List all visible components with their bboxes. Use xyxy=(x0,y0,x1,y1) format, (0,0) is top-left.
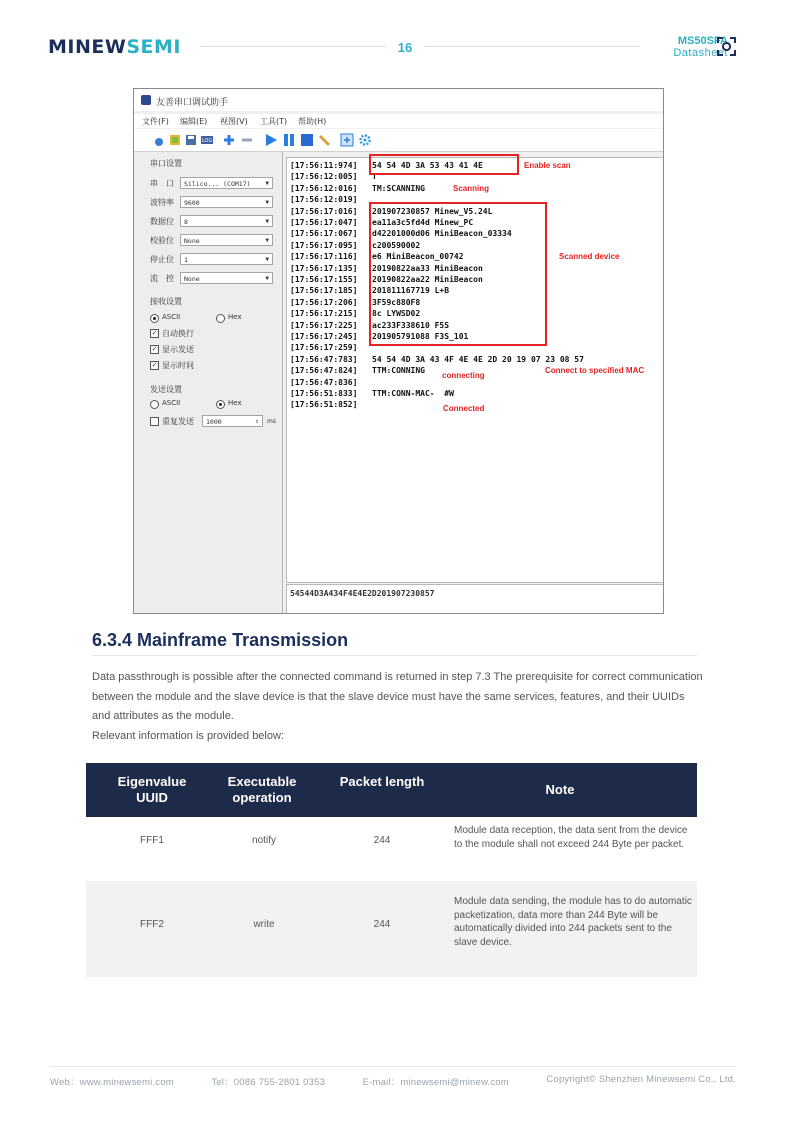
log-row: [17:56:17:016] 201907230857 Minew_V5.24L xyxy=(290,206,493,216)
log-row: [17:56:17:225] ac233F338610 F5S xyxy=(290,320,450,330)
send-settings-label: 发送设置 xyxy=(150,385,182,394)
baud-label: 波特率 xyxy=(150,198,174,207)
menu-view[interactable]: 视图(V) xyxy=(220,117,248,126)
recv-hex-label: Hex xyxy=(228,313,242,321)
parity-label: 校验位 xyxy=(150,236,174,245)
receive-settings-label: 接收设置 xyxy=(150,297,182,306)
annotation-connected: Connected xyxy=(443,404,485,413)
cell-operation: write xyxy=(253,919,275,930)
header-rule-left xyxy=(200,46,386,47)
serial-settings-label: 串口设置 xyxy=(150,159,182,168)
log-row: [17:56:12:005] T xyxy=(290,172,377,182)
send-ascii-label: ASCII xyxy=(162,399,181,407)
log-row: [17:56:51:852] xyxy=(290,400,358,410)
footer-email: E-mail：minewsemi@minew.com xyxy=(362,1077,509,1088)
section-title: 6.3.4 Mainframe Transmission xyxy=(92,630,349,650)
show-send-checkbox[interactable]: ✓ xyxy=(151,345,158,353)
table-header xyxy=(86,763,697,817)
log-row: [17:56:17:067] d42201000d06 MiniBeacon_03334 xyxy=(290,229,512,239)
header-length: Packet length xyxy=(339,774,425,789)
recv-ascii-radio[interactable] xyxy=(150,314,159,323)
serial-tool-screenshot xyxy=(133,88,664,614)
header-note: Note xyxy=(545,782,575,797)
repeat-send-checkbox[interactable] xyxy=(150,417,159,426)
paragraph-relevant: Relevant information is provided below: xyxy=(92,729,284,742)
chevron-down-icon: ▼ xyxy=(265,275,269,282)
doc-type: Datasheet xyxy=(673,47,728,59)
repeat-interval-input[interactable]: 1000 ⇕ xyxy=(202,415,263,427)
port-select[interactable]: Silico... (COM17) ▼ xyxy=(180,177,273,189)
window-icon[interactable] xyxy=(340,133,354,147)
log-row: [17:56:17:135] 20190822aa33 MiniBeacon xyxy=(290,263,483,273)
section-body xyxy=(92,668,704,746)
chevron-down-icon: ▼ xyxy=(265,237,269,244)
send-input[interactable] xyxy=(286,584,664,614)
paragraph-main: Data passthrough is possible after the connected command is returned in step 7.3 The prerequisite for correct communication between the module and the slave device is that the slave device must have the same services, features, and their UUIDs and attributes as the module. xyxy=(92,671,703,722)
save-icon[interactable] xyxy=(184,133,198,147)
footer-tel: Tel：0086 755-2801 0353 xyxy=(211,1077,326,1088)
cell-length: 244 xyxy=(373,835,391,846)
company-logo: MINEWSEMI xyxy=(48,36,181,58)
page-number: 16 xyxy=(397,40,413,55)
header-operation: Executable operation xyxy=(227,774,297,805)
log-row: [17:56:17:215] 8c LYWSD02 xyxy=(290,309,421,319)
svg-text:LOG: LOG xyxy=(201,138,213,144)
open-icon[interactable] xyxy=(168,133,182,147)
menu-tools[interactable]: 工具(T) xyxy=(260,117,288,126)
window-titlebar xyxy=(134,89,663,111)
log-row: [17:56:12:019] xyxy=(290,195,358,205)
menu-file[interactable]: 文件(F) xyxy=(142,117,169,126)
menu-help[interactable]: 帮助(H) xyxy=(298,117,327,126)
receive-log[interactable] xyxy=(286,157,664,583)
show-send-label: 显示发送 xyxy=(162,345,194,354)
model-name: MS50SFA xyxy=(677,35,728,47)
chevron-down-icon: ▼ xyxy=(265,180,269,187)
repeat-send-label: 重复发送 xyxy=(162,417,194,426)
app-icon xyxy=(141,95,151,105)
cell-uuid: FFF2 xyxy=(140,919,164,930)
log-row: [17:56:17:245] 201905791088 F3S_101 xyxy=(290,332,469,341)
databits-label: 数据位 xyxy=(150,217,174,226)
log-row: [17:56:47:783] 54 54 4D 3A 43 4F 4E 4E 2D 20 19 07 23 08 57 xyxy=(290,354,584,364)
section-divider xyxy=(92,655,697,656)
flow-label: 流 控 xyxy=(150,274,174,283)
annotation-scanning: Scanning xyxy=(453,184,490,193)
parity-select[interactable]: None ▼ xyxy=(180,234,273,246)
flow-select[interactable]: None ▼ xyxy=(180,272,273,284)
stopbits-select[interactable]: 1 ▼ xyxy=(180,253,273,265)
new-icon[interactable] xyxy=(152,133,166,147)
repeat-unit-label: ms xyxy=(267,418,276,425)
send-input-value: 54544D3A434F4E4E2D201907230857 xyxy=(290,589,435,598)
footer-web: Web：www.minewsemi.com xyxy=(50,1077,174,1088)
send-ascii-radio[interactable] xyxy=(150,400,159,409)
recv-ascii-label: ASCII xyxy=(162,313,181,321)
stop-icon[interactable] xyxy=(300,133,314,147)
footer xyxy=(50,1074,736,1088)
chevron-down-icon: ▼ xyxy=(265,199,269,206)
cell-note: Module data reception, the data sent from the device to the module shall not exceed 244 Byte per packet. xyxy=(454,825,688,850)
log-row: [17:56:12:016] TM:SCANNING xyxy=(290,183,425,193)
table-row xyxy=(86,817,697,881)
log-row: [17:56:17:155] 20190822aa22 MiniBeacon xyxy=(290,275,483,284)
enable-scan-highlight xyxy=(369,154,519,175)
log-row: [17:56:17:206] 3F59c880F8 xyxy=(290,297,421,307)
baud-select[interactable]: 9600 ▼ xyxy=(180,196,273,208)
show-time-label: 显示时间 xyxy=(162,361,194,370)
log-row: [17:56:47:824] TTM:CONNING xyxy=(290,366,425,376)
clear-icon[interactable] xyxy=(318,133,332,147)
show-time-checkbox[interactable]: ✓ xyxy=(151,361,158,369)
send-hex-radio[interactable] xyxy=(216,400,225,409)
auto-newline-checkbox[interactable]: ✓ xyxy=(151,329,158,337)
annotation-enable-scan: Enable scan xyxy=(524,161,571,170)
log-row: [17:56:17:047] ea11a3c5fd4d Minew_PC xyxy=(290,218,474,227)
log-row: [17:56:51:833] TTM:CONN-MAC- #W xyxy=(290,389,454,398)
table-row xyxy=(86,881,697,977)
settings-panel xyxy=(134,152,283,613)
remove-icon[interactable] xyxy=(240,133,254,147)
log-icon[interactable] xyxy=(200,133,214,147)
cell-length: 244 xyxy=(373,919,391,930)
settings-icon[interactable] xyxy=(358,133,372,147)
footer-copyright: Copyright© Shenzhen Minewsemi Co., Ltd. xyxy=(546,1074,736,1085)
menu-edit[interactable]: 编辑(E) xyxy=(180,117,208,126)
header-uuid: Eigenvalue UUID xyxy=(117,774,187,805)
pause-icon[interactable] xyxy=(282,133,296,147)
window-title: 友善串口调试助手 xyxy=(156,98,229,108)
annotation-connect-to-mac: Connect to specified MAC xyxy=(545,366,645,375)
log-row: [17:56:17:095] c200590002 xyxy=(290,240,421,250)
log-row: [17:56:17:116] e6 MiniBeacon_00742 xyxy=(290,252,464,262)
log-row: [17:56:17:185] 201811167719 L+B xyxy=(290,286,450,296)
log-row: [17:56:11:974] 54 54 4D 3A 53 43 41 4E xyxy=(290,161,483,170)
log-row: [17:56:47:836] xyxy=(290,377,358,387)
scanned-devices-highlight xyxy=(369,202,547,346)
annotation-scanned-device: Scanned device xyxy=(559,252,620,261)
cell-uuid: FFF1 xyxy=(140,835,164,846)
chevron-down-icon: ▼ xyxy=(265,256,269,263)
auto-newline-label: 自动换行 xyxy=(162,329,194,338)
footer-divider xyxy=(50,1066,736,1067)
databits-select[interactable]: 8 ▼ xyxy=(180,215,273,227)
toolbar xyxy=(134,129,663,152)
send-hex-label: Hex xyxy=(228,399,242,407)
cell-operation: notify xyxy=(252,835,276,846)
spinner-icon: ⇕ xyxy=(255,418,259,425)
header-rule-right xyxy=(424,46,640,47)
chevron-down-icon: ▼ xyxy=(265,218,269,225)
add-icon[interactable] xyxy=(222,133,236,147)
cell-note: Module data sending, the module has to do automatic packetization, data more than 244 Byte will be automatically divided into 244 packets sent to the slave device. xyxy=(454,896,692,948)
menu-bar xyxy=(134,114,663,128)
scan-frame-icon xyxy=(717,37,736,56)
log-row: [17:56:17:259] xyxy=(290,343,358,353)
recv-hex-radio[interactable] xyxy=(216,314,225,323)
annotation-connecting: connecting xyxy=(442,371,485,380)
stopbits-label: 停止位 xyxy=(150,255,174,264)
port-label: 串 口 xyxy=(150,179,174,188)
play-icon[interactable] xyxy=(264,133,278,147)
